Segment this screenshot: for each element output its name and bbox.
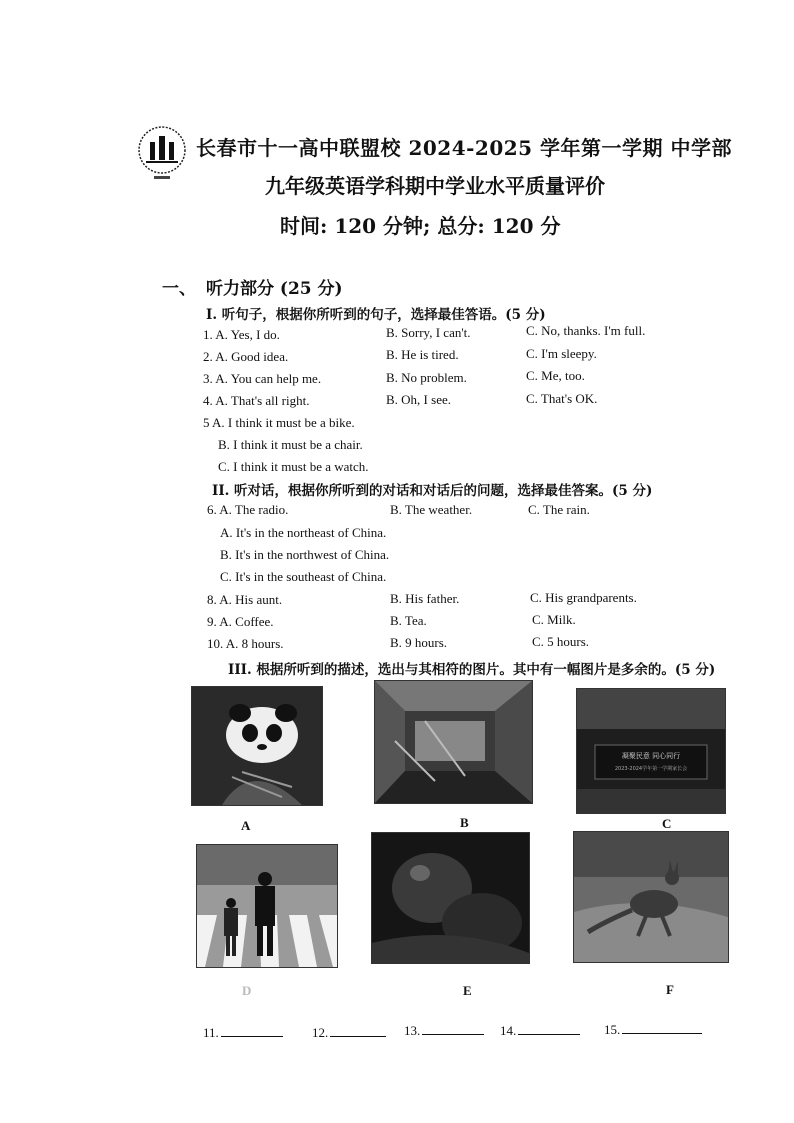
part2-title: II. 听对话，根据你所听到的对话和对话后的问题，选择最佳答案。(5 分)	[212, 483, 653, 499]
q1-option-b: B. Sorry, I can't.	[386, 325, 471, 340]
q1-option-a: 1. A. Yes, I do.	[203, 327, 280, 342]
q5-option-c: C. I think it must be a watch.	[218, 459, 369, 474]
picture-c-meeting	[576, 688, 726, 814]
banner-subtext: 2023-2024学年第一学期家长会	[614, 766, 688, 772]
q2-option-a: 2. A. Good idea.	[203, 349, 289, 364]
answer-blank-11[interactable]	[203, 1024, 283, 1041]
picture-label-e: E	[463, 983, 472, 998]
answer-blank-13[interactable]	[404, 1022, 484, 1039]
answer-line-11[interactable]	[221, 1024, 283, 1037]
q4-option-c: C. That's OK.	[526, 391, 598, 406]
q7-option-a: A. It's in the northeast of China.	[220, 525, 387, 540]
q3-option-c: C. Me, too.	[526, 368, 585, 383]
q2-option-b: B. He is tired.	[386, 347, 459, 362]
answer-blank-12[interactable]	[312, 1024, 386, 1041]
picture-label-d: D	[242, 983, 252, 998]
answer-line-15[interactable]	[622, 1021, 702, 1034]
q8-option-c: C. His grandparents.	[530, 590, 637, 605]
q9-option-b: B. Tea.	[390, 613, 427, 628]
q6-option-a: 6. A. The radio.	[207, 502, 289, 517]
picture-d-crossing	[196, 844, 338, 968]
q10-option-a: 10. A. 8 hours.	[207, 636, 284, 651]
section-heading	[162, 274, 343, 299]
q9-option-c: C. Milk.	[532, 612, 576, 627]
answer-blank-14[interactable]	[500, 1022, 580, 1039]
picture-label-b: B	[460, 815, 469, 830]
time-score-line: 时间: 120 分钟; 总分: 120 分	[280, 214, 561, 238]
q2-option-c: C. I'm sleepy.	[526, 346, 597, 361]
q8-option-a: 8. A. His aunt.	[207, 592, 283, 607]
picture-label-f: F	[666, 982, 674, 997]
banner-text: 凝聚民意 同心同行	[621, 752, 681, 760]
answer-line-13[interactable]	[422, 1022, 484, 1035]
part3-title: III. 根据所听到的描述，选出与其相符的图片。其中有一幅图片是多余的。(5 分)	[228, 662, 716, 678]
section-title: 听力部分 (25 分)	[206, 279, 343, 299]
q10-option-b: B. 9 hours.	[390, 635, 448, 650]
q6-option-c: C. The rain.	[528, 502, 590, 517]
q4-option-b: B. Oh, I see.	[386, 392, 451, 407]
answer-number-13: 13.	[404, 1023, 421, 1038]
answer-number-11: 11.	[203, 1025, 219, 1040]
q5-option-a: 5 A. I think it must be a bike.	[203, 415, 355, 430]
part1-title: I. 听句子，根据你所听到的句子，选择最佳答语。(5 分)	[206, 307, 546, 323]
picture-label-a: A	[241, 818, 251, 833]
q1-option-c: C. No, thanks. I'm full.	[526, 323, 646, 338]
picture-f-kangaroo	[573, 831, 729, 963]
q5-option-b: B. I think it must be a chair.	[218, 437, 363, 452]
answer-line-14[interactable]	[518, 1022, 580, 1035]
picture-e-animal	[371, 832, 530, 964]
q4-option-a: 4. A. That's all right.	[203, 393, 310, 408]
q8-option-b: B. His father.	[390, 591, 460, 606]
q10-option-c: C. 5 hours.	[532, 634, 590, 649]
exam-title: 九年级英语学科期中学业水平质量评价	[265, 174, 605, 198]
q3-option-a: 3. A. You can help me.	[203, 371, 322, 386]
school-logo	[134, 124, 190, 184]
q9-option-a: 9. A. Coffee.	[207, 614, 274, 629]
answer-number-15: 15.	[604, 1022, 621, 1037]
section-number: 一、	[162, 279, 196, 299]
q6-option-b: B. The weather.	[390, 502, 473, 517]
picture-label-c: C	[662, 816, 672, 831]
answer-number-14: 14.	[500, 1023, 517, 1038]
school-title: 长春市十一高中联盟校 2024-2025 学年第一学期 中学部	[196, 136, 733, 160]
q7-option-b: B. It's in the northwest of China.	[220, 547, 390, 562]
answer-blank-15[interactable]	[604, 1021, 702, 1038]
q3-option-b: B. No problem.	[386, 370, 467, 385]
answer-line-12[interactable]	[330, 1024, 386, 1037]
picture-b-hall	[374, 680, 533, 804]
answer-number-12: 12.	[312, 1025, 329, 1040]
q7-option-c: C. It's in the southeast of China.	[220, 569, 387, 584]
picture-a-panda	[191, 686, 323, 806]
